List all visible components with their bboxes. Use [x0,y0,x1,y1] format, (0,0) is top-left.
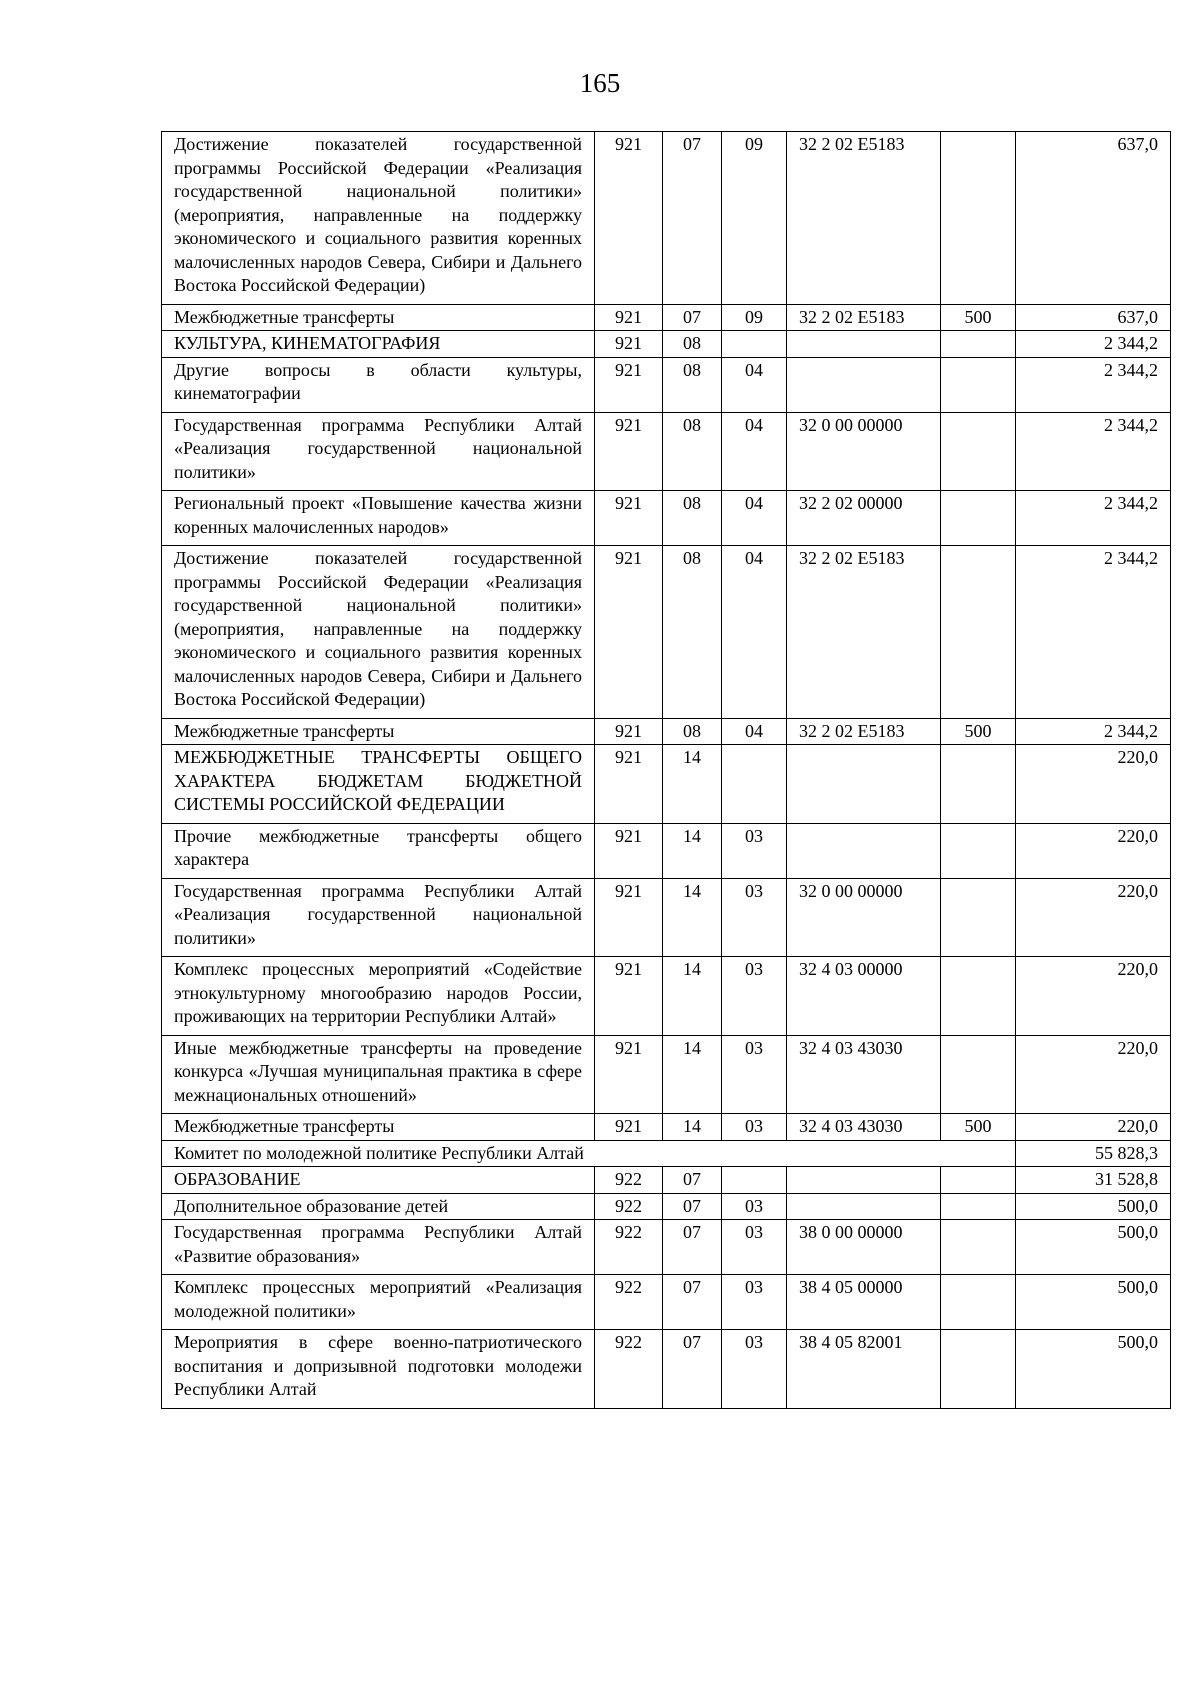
amount-cell: 2 344,2 [1016,331,1171,358]
target-article-cell: 32 2 02 E5183 [787,304,941,331]
section-code-cell: 08 [663,718,722,745]
grbs-code-cell: 922 [595,1193,663,1220]
subsection-code-cell: 03 [722,1330,787,1409]
row-name-cell: Достижение показателей государственной программы Российской Федерации «Реализация государственной национальной политики» (мероприятия, направленные на поддержку экономического и социального развития коренных малочисленных народов Севера, Сибири и Дальнего Востока Российской Федерации) [162,546,595,719]
section-code-cell: 07 [663,132,722,305]
grbs-code-cell: 921 [595,412,663,491]
target-article-cell [787,357,941,412]
expense-type-cell [941,357,1016,412]
table-row [162,331,1171,358]
target-article-cell: 32 2 02 E5183 [787,718,941,745]
row-name-cell: Государственная программа Республики Алтай «Реализация государственной национальной политики» [162,412,595,491]
grbs-code-cell: 921 [595,546,663,719]
grbs-code-cell: 921 [595,1114,663,1141]
section-code-cell: 14 [663,1114,722,1141]
row-name-cell: МЕЖБЮДЖЕТНЫЕ ТРАНСФЕРТЫ ОБЩЕГО ХАРАКТЕРА БЮДЖЕТАМ БЮДЖЕТНОЙ СИСТЕМЫ РОССИЙСКОЙ ФЕДЕРАЦИИ [162,745,595,824]
expense-type-cell [941,132,1016,305]
subsection-code-cell: 03 [722,878,787,957]
amount-cell: 220,0 [1016,1114,1171,1141]
table-row [162,1220,1171,1275]
table-row [162,1035,1171,1114]
amount-cell: 220,0 [1016,823,1171,878]
section-code-cell: 08 [663,331,722,358]
row-name-cell: Государственная программа Республики Алтай «Развитие образования» [162,1220,595,1275]
subsection-code-cell: 04 [722,491,787,546]
expense-type-cell [941,823,1016,878]
target-article-cell [787,331,941,358]
row-name-cell: ОБРАЗОВАНИЕ [162,1167,595,1194]
grbs-code-cell: 921 [595,718,663,745]
expense-type-cell [941,491,1016,546]
budget-table [161,131,1171,1409]
row-name-cell: Государственная программа Республики Алтай «Реализация государственной национальной политики» [162,878,595,957]
expense-type-cell [941,1330,1016,1409]
expense-type-cell [941,1193,1016,1220]
section-code-cell: 08 [663,546,722,719]
table-row [162,1167,1171,1194]
target-article-cell: 32 4 03 00000 [787,957,941,1036]
grbs-code-cell: 921 [595,878,663,957]
target-article-cell: 32 4 03 43030 [787,1035,941,1114]
row-name-cell: Комплекс процессных мероприятий «Содействие этнокультурному многообразию народов России, проживающих на территории Республики Алтай» [162,957,595,1036]
row-name-cell: Мероприятия в сфере военно-патриотического воспитания и допризывной подготовки молодежи Республики Алтай [162,1330,595,1409]
subsection-code-cell: 09 [722,132,787,305]
subsection-code-cell: 04 [722,718,787,745]
section-code-cell: 14 [663,1035,722,1114]
subsection-code-cell: 03 [722,1275,787,1330]
table-row [162,823,1171,878]
subsection-code-cell: 03 [722,1114,787,1141]
table-row [162,957,1171,1036]
expense-type-cell: 500 [941,718,1016,745]
table-row [162,546,1171,719]
target-article-cell: 32 0 00 00000 [787,412,941,491]
target-article-cell: 32 4 03 43030 [787,1114,941,1141]
committee-amount-cell: 55 828,3 [1016,1140,1171,1167]
amount-cell: 220,0 [1016,1035,1171,1114]
amount-cell: 31 528,8 [1016,1167,1171,1194]
subsection-code-cell [722,745,787,824]
table-row [162,304,1171,331]
section-code-cell: 07 [663,304,722,331]
subsection-code-cell: 03 [722,1035,787,1114]
target-article-cell: 32 2 02 E5183 [787,546,941,719]
table-row [162,357,1171,412]
table-row [162,1114,1171,1141]
subsection-code-cell [722,1167,787,1194]
row-name-cell: Межбюджетные трансферты [162,1114,595,1141]
row-name-cell: Иные межбюджетные трансферты на проведение конкурса «Лучшая муниципальная практика в сфере межнациональных отношений» [162,1035,595,1114]
expense-type-cell [941,878,1016,957]
amount-cell: 2 344,2 [1016,412,1171,491]
amount-cell: 500,0 [1016,1275,1171,1330]
target-article-cell [787,823,941,878]
subsection-code-cell [722,331,787,358]
section-code-cell: 14 [663,745,722,824]
amount-cell: 637,0 [1016,132,1171,305]
grbs-code-cell: 922 [595,1330,663,1409]
section-code-cell: 08 [663,491,722,546]
subsection-code-cell: 03 [722,957,787,1036]
grbs-code-cell: 921 [595,304,663,331]
amount-cell: 220,0 [1016,878,1171,957]
row-name-cell: Достижение показателей государственной программы Российской Федерации «Реализация государственной национальной политики» (мероприятия, направленные на поддержку экономического и социального развития коренных малочисленных народов Севера, Сибири и Дальнего Востока Российской Федерации) [162,132,595,305]
table-row [162,718,1171,745]
amount-cell: 2 344,2 [1016,718,1171,745]
row-name-cell: КУЛЬТУРА, КИНЕМАТОГРАФИЯ [162,331,595,358]
section-code-cell: 14 [663,957,722,1036]
section-code-cell: 07 [663,1220,722,1275]
expense-type-cell [941,412,1016,491]
table-row [162,1275,1171,1330]
grbs-code-cell: 922 [595,1167,663,1194]
table-row-committee [162,1140,1171,1167]
table-row [162,1193,1171,1220]
page-number: 165 [579,68,621,98]
grbs-code-cell: 921 [595,357,663,412]
amount-cell: 500,0 [1016,1330,1171,1409]
section-code-cell: 07 [663,1275,722,1330]
grbs-code-cell: 922 [595,1275,663,1330]
expense-type-cell [941,1220,1016,1275]
row-name-cell: Дополнительное образование детей [162,1193,595,1220]
section-code-cell: 14 [663,823,722,878]
section-code-cell: 08 [663,357,722,412]
committee-name-cell: Комитет по молодежной политике Республики Алтай [162,1140,1016,1167]
grbs-code-cell: 921 [595,745,663,824]
expense-type-cell [941,1035,1016,1114]
row-name-cell: Межбюджетные трансферты [162,718,595,745]
expense-type-cell: 500 [941,304,1016,331]
row-name-cell: Другие вопросы в области культуры, кинематографии [162,357,595,412]
target-article-cell [787,745,941,824]
section-code-cell: 08 [663,412,722,491]
table-row [162,1330,1171,1409]
grbs-code-cell: 921 [595,957,663,1036]
amount-cell: 2 344,2 [1016,546,1171,719]
target-article-cell: 32 2 02 E5183 [787,132,941,305]
target-article-cell: 32 0 00 00000 [787,878,941,957]
subsection-code-cell: 09 [722,304,787,331]
target-article-cell: 38 4 05 00000 [787,1275,941,1330]
amount-cell: 220,0 [1016,957,1171,1036]
expense-type-cell [941,1275,1016,1330]
amount-cell: 637,0 [1016,304,1171,331]
target-article-cell: 38 4 05 82001 [787,1330,941,1409]
grbs-code-cell: 921 [595,331,663,358]
grbs-code-cell: 922 [595,1220,663,1275]
expense-type-cell [941,546,1016,719]
expense-type-cell [941,745,1016,824]
grbs-code-cell: 921 [595,1035,663,1114]
subsection-code-cell: 03 [722,1193,787,1220]
row-name-cell: Региональный проект «Повышение качества жизни коренных малочисленных народов» [162,491,595,546]
table-row [162,412,1171,491]
subsection-code-cell: 04 [722,546,787,719]
amount-cell: 500,0 [1016,1220,1171,1275]
table-row [162,878,1171,957]
grbs-code-cell: 921 [595,132,663,305]
amount-cell: 220,0 [1016,745,1171,824]
expense-type-cell [941,331,1016,358]
row-name-cell: Прочие межбюджетные трансферты общего характера [162,823,595,878]
amount-cell: 2 344,2 [1016,357,1171,412]
section-code-cell: 14 [663,878,722,957]
table-row [162,745,1171,824]
target-article-cell: 38 0 00 00000 [787,1220,941,1275]
subsection-code-cell: 03 [722,823,787,878]
row-name-cell: Межбюджетные трансферты [162,304,595,331]
subsection-code-cell: 03 [722,1220,787,1275]
target-article-cell [787,1193,941,1220]
target-article-cell: 32 2 02 00000 [787,491,941,546]
table-row [162,132,1171,305]
table-row [162,491,1171,546]
subsection-code-cell: 04 [722,357,787,412]
grbs-code-cell: 921 [595,491,663,546]
expense-type-cell [941,1167,1016,1194]
amount-cell: 500,0 [1016,1193,1171,1220]
amount-cell: 2 344,2 [1016,491,1171,546]
section-code-cell: 07 [663,1330,722,1409]
section-code-cell: 07 [663,1167,722,1194]
grbs-code-cell: 921 [595,823,663,878]
target-article-cell [787,1167,941,1194]
expense-type-cell: 500 [941,1114,1016,1141]
section-code-cell: 07 [663,1193,722,1220]
row-name-cell: Комплекс процессных мероприятий «Реализация молодежной политики» [162,1275,595,1330]
expense-type-cell [941,957,1016,1036]
subsection-code-cell: 04 [722,412,787,491]
